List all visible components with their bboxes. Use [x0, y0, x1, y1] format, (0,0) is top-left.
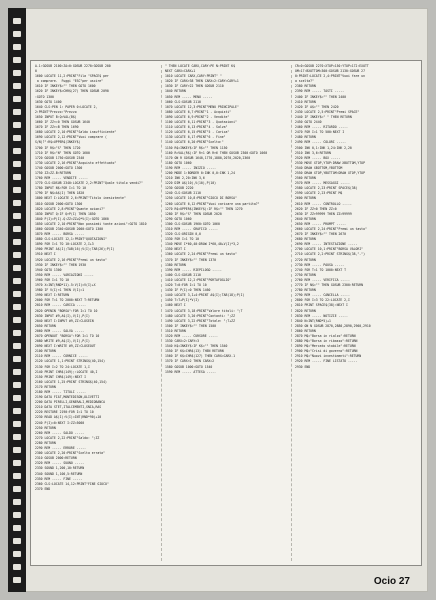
binding-hole: [13, 486, 21, 492]
binding-hole: [13, 265, 21, 271]
binding-hole: [13, 200, 21, 206]
listing-column-1-text: A-1:GOSUB 2100:ZA=0:GOSUB 2270:GOSUB 200 0 1600 LOCATE 11,2:PRINT"Fila "SPACE$ per a comprare. Fuggi "ESC"per uscire" 1610 IF INKEY$="" THEN GOTO 1600 1620 IF INKEY$=CHR$(27) THEN GOSUB 2090 :GOTO 1300 1630 GOTO 1400 1640 CLS:PEN 1: PAPER 0:LOCATE 2, 2:PRINT"Prezzo:"Prezzo 1650 INPUT B:Q=VAL(B$) 1660 IF ZZ<=0 THEN GOSUB 1640 1670 IF ZZ>=B THEN 1690 1680 LOCATE 2,10:PRINT"Saldo insufficiente" 1690 LOCATE 2,12:PRINT"Vuoi comprare ( S/N)?":R$=UPPER$(INKEY$) 1700 IF R$="S" THEN 1720 1710 IF R$="N" THEN GOTO 1600 1720 GOSUB 1750:GOSUB 2340 1730 LOCATE 2,16:PRINT"Acquisto effettuato" 1740 GOSUB 2000:GOTO 1300 1750 ZZ=ZZ-B:RETURN 1760 REM ----- VENDITE ----- 1770 CLS:GOSUB 2340:LOCATE 2,2:PRINT"Quale titolo vendi?" 1780 INPUT N$:FOR I=1 TO 10 1790 IF N$=A$(I) THEN 1820 1800 NEXT I:LOCATE 2,6:PRINT"Titolo inesistente" 1810 GOSUB 2000:GOTO 1300 1820 LOCATE 2,8:PRINT"Quante azioni?" 1830 INPUT Q:IF Q>P(I) THEN 1850 1840 P(I)=P(I)-Q:ZZ=ZZ+Q*V(I):GOTO 1860 1850 LOCATE 2,10:PRINT"Non possiedi tante azioni":GOTO 1810 1860 GOSUB 2340:GOSUB 2000:GOTO 1300 1870 REM ----- BORSA ----- 1880 CLS:LOCATE 12,1:PRINT"QUOTAZIONI" 1890 FOR I=1 TO 10:LOCATE 2,I+3 1900 PRINT A$(I);TAB(16);V(I);TAB(26);P(I) 1910 NEXT I 1920 LOCATE 2,16:PRINT"Premi un tasto" 1930 IF INKEY$="" THEN 1930 1940 GOTO 1300 1950 REM ----- VARIAZIONI ----- 1960 FOR I=1 TO 10 1970 X=INT(RND*11)-5:V(I)=V(I)+X 1980 IF V(I)<1 THEN V(I)=1 1990 NEXT I:RETURN 2000 FOR T=1 TO 2000:NEXT T:RETURN 2010 REM ----- CARICA ----- 2020 OPENIN "BORSA":FOR I=1 TO 10 2030 INPUT #9,A$(I),V(I),P(I) 2040 NEXT I:INPUT #9,ZZ:CLOSEIN 2050 RETURN 2060 REM ----- SALVA ----- 2070 OPENOUT "BORSA":FOR I=1 TO 10 2080 WRITE #9,A$(I),V(I),P(I) 2090 NEXT I:WRITE #9,ZZ:CLOSEOUT 2100 RETURN 2110 REM ----- CORNICE ----- 2120 LOCATE 1,1:PRINT STRING$(40,154) 2130 FOR I=2 TO 24:LOCATE 1,I 2140 PRINT CHR$(149);:LOCATE 40,I 2150 PRINT CHR$(149):NEXT I 2160 LOCATE 1,25:PRINT STRING$(40,154) 2170 RETURN 2180 REM ----- TITOLI ----- 2190 DATA FIAT,MONTEDISON,OLIVETTI 2200 DATA PIRELLI,GENERALI,MEDIOBANCA 2210 DATA STET,ITALCEMENTI,SNIA,RAS 2220 RESTORE 2190:FOR I=1 TO 10 2230 READ A$(I):V(I)=INT(RND*90)+10 2240 P(I)=0:NEXT I:ZZ=5000 2250 RETURN 2260 REM ----- SALDO ----- 2270 LOCATE 2,22:PRINT"Saldo: ";ZZ 2280 RETURN 2290 REM ----- ERRORE ----- 2300 LOCATE 2,20:PRINT"Scelta errata" 2310 GOSUB 2000:RETURN 2320 REM ----- SUONO ----- 2330 SOUND 1,200,10:RETURN 2340 SOUND 1,100,5:RETURN 2350 REM ----- FINE ----- 2360 CLS:LOCATE 14,12:PRINT"FINE GIOCO" 2370 END: [35, 64, 147, 491]
binding-hole: [13, 239, 21, 245]
binding-hole: [13, 174, 21, 180]
binding-hole: [13, 577, 21, 583]
binding-hole: [13, 44, 21, 50]
binding-hole: [13, 408, 21, 414]
binding-hole: [13, 109, 21, 115]
binding-hole: [13, 512, 21, 518]
binding-hole: [13, 356, 21, 362]
program-listing-sheet: [30, 60, 422, 566]
binding-hole: [13, 499, 21, 505]
listing-column-2: [165, 64, 289, 562]
binding-hole: [13, 551, 21, 557]
binding-hole: [13, 434, 21, 440]
binding-hole: [13, 395, 21, 401]
page-footer-label: Ocio 27: [373, 576, 410, 587]
column-divider: [161, 65, 162, 561]
binding-hole: [13, 31, 21, 37]
binding-hole: [13, 213, 21, 219]
binding-hole: [13, 369, 21, 375]
binding-hole: [13, 330, 21, 336]
binding-hole: [13, 460, 21, 466]
binding-hole: [13, 538, 21, 544]
binding-hole: [13, 70, 21, 76]
binding-hole: [13, 57, 21, 63]
binding-hole: [13, 135, 21, 141]
listing-column-1: [35, 64, 159, 562]
binding-hole: [13, 161, 21, 167]
binding-hole: [13, 226, 21, 232]
binding-hole: [13, 187, 21, 193]
binding-hole: [13, 343, 21, 349]
binding-hole: [13, 473, 21, 479]
binding-hole: [13, 317, 21, 323]
listing-column-3: [295, 64, 419, 562]
binding-hole: [13, 278, 21, 284]
binding-hole: [13, 304, 21, 310]
binding-hole: [13, 382, 21, 388]
spiral-binding: [8, 8, 26, 592]
binding-hole: [13, 83, 21, 89]
binding-hole: [13, 148, 21, 154]
binding-hole: [13, 18, 21, 24]
binding-hole: [13, 291, 21, 297]
binding-hole: [13, 564, 21, 570]
binding-hole: [13, 525, 21, 531]
binding-hole: [13, 421, 21, 427]
binding-hole: [13, 96, 21, 102]
listing-column-2-text: " THEN LOCATE CARX,CARY:PE N:PRINT K$ NEXT CARX=CARX+1 1010 LOCATE CARX,CARY:PRINT" " 1020 IF CARX>38 THEN CARX=2:CARY=CARY+1 1030 IF CARY>22 THEN GOSUB 2110 1040 RETURN 1050 REM ----- MENU ----- 1060 CLS:GOSUB 2110 1070 LOCATE 12,3:PRINT"MENU PRINCIPALE" 1080 LOCATE 6,7:PRINT"1 - Acquisti" 1090 LOCATE 6,9:PRINT"2 - Vendite" 1100 LOCATE 6,11:PRINT"3 - Quotazioni" 1110 LOCATE 6,13:PRINT"4 - Salva" 1120 LOCATE 6,15:PRINT"5 - Carica" 1130 LOCATE 6,17:PRINT"6 - Fine" 1140 LOCATE 6,20:PRINT"Scelta:" 1150 R$=INKEY$:IF R$="" THEN 1150 1160 R=VAL(R$):IF R<1 OR R>6 THEN GOSUB 2300:GOTO 1060 1170 ON R GOSUB 1640,1770,1880,2070,2020,2360 1180 GOTO 1060 1190 REM ----- INIZIO ----- 1200 MODE 1:BORDER 0:INK 0,0:INK 1,24 1210 INK 2,20:INK 3,6 1220 DIM A$(10),V(10),P(10) 1230 GOSUB 2220 1240 CLS:GOSUB 2110 1250 LOCATE 10,8:PRINT"GIOCO DI BORSA" 1260 LOCATE 6,12:PRINT"Vuoi caricare una partita?" 1270 R$=UPPER$(INKEY$):IF R$="" THEN 1270 1280 IF R$="S" THEN GOSUB 2020 1290 GOTO 1060 1300 CLS:GOSUB 1960:GOTO 1060 1310 REM ----- GRAFICO ----- 1320 CLS:ORIGIN 0,0 1330 FOR I=1 TO 10 1340 MOVE I*60,40:DRAW I*60,40+V(I)*3,2 1350 NEXT I 1360 LOCATE 2,24:PRINT"Premi un tasto" 1370 IF INKEY$="" THEN 1370 1380 RETURN 1390 REM ----- RIEPILOGO ----- 1400 CLS:GOSUB 2110 1410 LOCATE 12,2:PRINT"PORTAFOGLIO" 1420 T=0:FOR I=1 TO 10 1430 IF P(I)=0 THEN 1460 1440 LOCATE 3,I+4:PRINT A$(I);TAB(18);P(I) 1450 T=T+P(I)*V(I) 1460 NEXT I 1470 LOCATE 3,18:PRINT"Valore titoli: ";T 1480 LOCATE 3,20:PRINT"Contanti: ";ZZ 1490 LOCATE 3,22:PRINT"Totale: ";T+ZZ 1500 IF INKEY$="" THEN 1500 1510 RETURN 1520 REM ----- CURSORE ----- 1530 CARX=2:CARY=3 1540 K$=INKEY$:IF K$="" THEN 1540 1550 IF K$=CHR$(13) THEN RETURN 1560 IF K$=CHR$(127) THEN CARX=CARX-1 1570 IF CARX<2 THEN CARX=2 1580 GOSUB 1000:GOTO 1540 1590 REM ----- ATTESA -----: [165, 64, 268, 374]
column-divider: [291, 65, 292, 561]
binding-hole: [13, 122, 21, 128]
binding-hole: [13, 447, 21, 453]
listing-column-3-text: CR=0:GOSUB 2270:XTOP=150:YTOP=172:EXOTT OM=17:BXOTTOM=300:GOSUB 2130:GOSUB 27 0:PRINT:LOCATE 2,4:PRINT"Vuoi fare un a scelta?" 2380 RETURN 2390 REM ----- TASTI ----- 2400 IF INKEY$="" THEN 2400 2410 RETURN 2420 IF A$="" THEN 2420 2430 LOCATE 2,5:PRINT"Premi SPACE" 2440 IF INKEY$=" " THEN RETURN 2450 GOTO 2440 2460 REM ----- RITARDO ----- 2470 FOR I=1 TO 500:NEXT I 2480 RETURN 2490 REM ----- COLORI ----- 2500 INK 0,1:INK 1,24:INK 2,20 2510 INK 3,6:RETURN 2520 REM ----- BOX ----- 2530 MOVE XTOP,YTOP:DRAW XBOTTOM,YTOP 2540 DRAW XBOTTOM,YBOTTOM 2550 DRAW XTOP,YBOTTOM:DRAW XTOP,YTOP 2560 RETURN 2570 REM ----- MESSAGGI ----- 2580 LOCATE 2,23:PRINT SPACE$(38) 2590 LOCATE 2,23:PRINT M$ 2600 RETURN 2610 REM ----- CONTROLLO ----- 2620 IF ZZ<0 THEN ZZ=0 2630 IF ZZ>99999 THEN ZZ=99999 2640 RETURN 2650 REM ----- PROMPT ----- 2660 LOCATE 2,24:PRINT"Premi un tasto" 2670 IF INKEY$="" THEN 2670 2680 RETURN 2690 REM ----- INTESTAZIONE ----- 2700 LOCATE 10,1:PRINT"BORSA VALORI" 2710 LOCATE 2,2:PRINT STRING$(38,"-") 2720 RETURN 2730 REM ----- PAUSA ----- 2740 FOR T=1 TO 1000:NEXT T 2750 RETURN 2760 REM ----- VERIFICA ----- 2770 IF N$="" THEN GOSUB 2300:RETURN 2780 RETURN 2790 REM ----- CANCELLA ----- 2800 FOR I=3 TO 22:LOCATE 2,I 2810 PRINT SPACE$(38):NEXT I 2820 RETURN 2830 REM ----- NOTIZIE ----- 2840 N=INT(RND*5)+1 2850 ON N GOSUB 2870,2880,2890,2900,2910 2860 RETURN 2870 M$="Borsa in rialzo":RETURN 2880 M$="Borsa in ribasso":RETURN 2890 M$="Mercato stabile":RETURN 2900 M$="Crisi di governo":RETURN 2910 M$="Nuovi investimenti":RETURN 2920 REM ----- FINE LISTATO ----- 2930 END: [295, 64, 371, 369]
magazine-page: [8, 8, 428, 592]
binding-hole: [13, 252, 21, 258]
